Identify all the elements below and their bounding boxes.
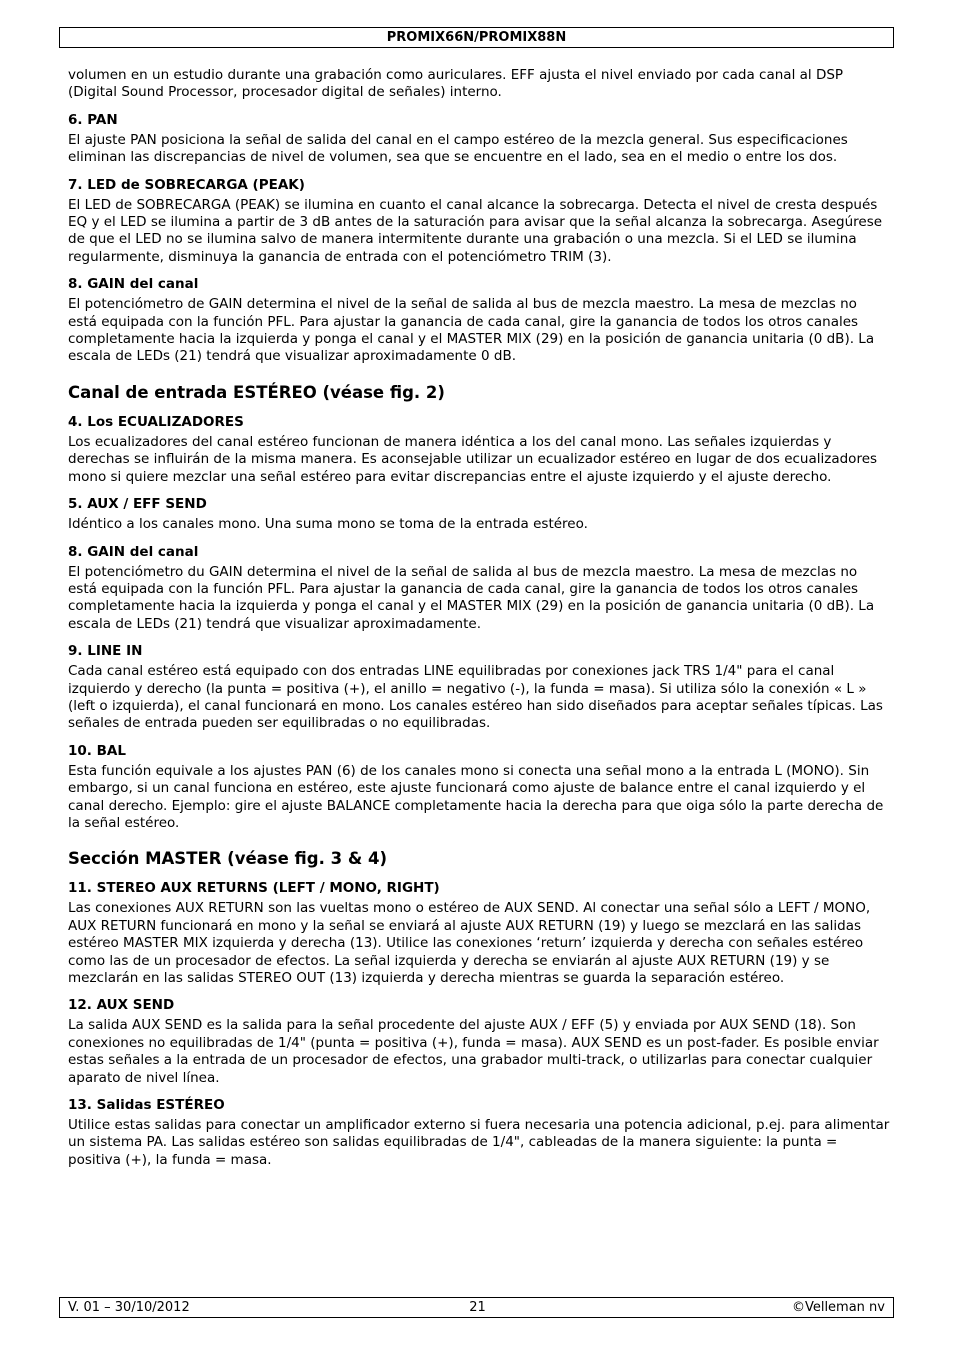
subsection-heading: 12. AUX SEND: [68, 997, 175, 1014]
subsection-heading: 8. GAIN del canal: [68, 543, 199, 560]
paragraph: Cada canal estéreo está equipado con dos entradas LINE equilibradas por conexiones jack TRS 1/4" para el canal izquierdo y derecho (la punta = positiva (+), el anillo = negativo (-), la funda = masa). Si utiliza sólo la conexión « L » (left o izquierda), el canal funcionará en mono. Los canales estéreo han sido diseñados para aceptar señales típicas. Las señales de entrada pueden ser equilibradas o no equilibradas.: [68, 663, 883, 732]
page-header: [59, 27, 894, 48]
section-heading: Canal de entrada ESTÉREO (véase fig. 2): [68, 382, 445, 402]
paragraph: Esta función equivale a los ajustes PAN (6) de los canales mono si conecta una señal mono a la entrada L (MONO). Sin embargo, si un canal funciona en estéreo, este ajuste funcionará como ajuste de balance entre el canal izquierdo y el canal derecho. Ejemplo: gire el ajuste BALANCE completamente hacia la derecha para que oiga sólo la parte derecha de la señal estéreo.: [68, 762, 884, 831]
paragraph: El potenciómetro du GAIN determina el nivel de la señal de salida al bus de mezcla maestro. La mesa de mezclas no está equipada con la función PFL. Para ajustar la ganancia de cada canal, gire la ganancia de todos los otros canales completamente hacia la izquierda y ponga el canal y el MASTER MIX (29) en la posición de ganancia unitaria (0 dB). La escala de LEDs (21) tendrá que visualizar aproximadamente.: [68, 563, 875, 632]
subsection-heading: 5. AUX / EFF SEND: [68, 496, 207, 513]
footer-copyright: ©Velleman nv: [791, 1300, 885, 1315]
document-body: [68, 67, 890, 1169]
subsection-heading: 7. LED de SOBRECARGA (PEAK): [68, 176, 305, 193]
subsection-heading: 4. Los ECUALIZADORES: [68, 413, 244, 430]
paragraph: volumen en un estudio durante una grabación como auriculares. EFF ajusta el nivel enviado por cada canal al DSP (Digital Sound Processor, procesador digital de señales) interno.: [68, 67, 844, 101]
subsection-heading: 10. BAL: [68, 742, 126, 759]
subsection-heading: 11. STEREO AUX RETURNS (LEFT / MONO, RIGHT): [68, 880, 440, 897]
footer-page-number: 21: [469, 1300, 486, 1315]
section-heading: Sección MASTER (véase fig. 3 & 4): [68, 849, 387, 869]
paragraph: Utilice estas salidas para conectar un amplificador externo si fuera necesaria una potencia adicional, p.ej. para alimentar un sistema PA. Las salidas estéreo son salidas equilibradas de 1/4", cableadas de la manera siguiente: la punta = positiva (+), la funda = masa.: [68, 1117, 890, 1168]
document-title: PROMIX66N/PROMIX88N: [386, 30, 567, 45]
subsection-heading: 13. Salidas ESTÉREO: [68, 1097, 225, 1114]
paragraph: La salida AUX SEND es la salida para la señal procedente del ajuste AUX / EFF (5) y enviada por AUX SEND (18). Son conexiones no equilibradas de 1/4" (punta = positiva (+), funda = masa). AUX SEND es un post-fader. Es posible enviar estas señales a la entrada de un procesador de efectos, una grabador multi-track, o utilizarlas para conectar cualquier aparato de nivel línea.: [68, 1017, 879, 1086]
paragraph: Los ecualizadores del canal estéreo funcionan de manera idéntica a los del canal mono. Las señales izquierdas y derechas se influirán de la misma manera. Es aconsejable utilizar un ecualizador estéreo en lugar de dos ecualizadores mono si quiere mezclar una señal estéreo para evitar discrepancias entre el ajuste izquierdo y el ajuste derecho.: [68, 433, 878, 485]
paragraph: Las conexiones AUX RETURN son las vueltas mono o estéreo de AUX SEND. Al conectar una señal sólo a LEFT / MONO, AUX RETURN funcionará en mono y la señal se enviará al ajuste AUX RETURN (19) y luego se mezclará en las salidas estéreo MASTER MIX izquierda y derecha (13). Utilice las conexiones ‘return’ izquierda y derecha con señales estéreo como las de un procesador de efectos. La señal izquierda y derecha se enviarán al ajuste AUX RETURN (19) y se mezclarán en las salidas STEREO OUT (13) izquierda y derecha mientras se guarda la separación estéreo.: [68, 900, 871, 986]
paragraph: El potenciómetro de GAIN determina el nivel de la señal de salida al bus de mezcla maestro. La mesa de mezclas no está equipada con la función PFL. Para ajustar la ganancia de cada canal, gire la ganancia de todos los otros canales completamente hacia la izquierda y ponga el canal y el MASTER MIX (29) en la posición de ganancia unitaria (0 dB). La escala de LEDs (21) tendrá que visualizar aproximadamente 0 dB.: [68, 296, 875, 365]
page-footer: [59, 1297, 894, 1318]
subsection-heading: 8. GAIN del canal: [68, 276, 199, 293]
paragraph: Idéntico a los canales mono. Una suma mono se toma de la entrada estéreo.: [68, 516, 588, 533]
subsection-heading: 6. PAN: [68, 111, 118, 128]
paragraph: El ajuste PAN posiciona la señal de salida del canal en el campo estéreo de la mezcla general. Sus especificaciones eliminan las discrepancias de nivel de volumen, sea que se encuentre en el lado, sea en el medio o entre los dos.: [68, 131, 848, 166]
paragraph: El LED de SOBRECARGA (PEAK) se ilumina en cuanto el canal alcance la sobrecarga. Detecta el nivel de cresta después EQ y el LED se ilumina a partir de 3 dB antes de la saturación para avisar que la señal alcanza la sobrecarga. Asegúrese de que el LED no se ilumina salvo de manera intermitente durante una grabación o una mezcla. Si el LED se ilumina regularmente, disminuya la ganancia de entrada con el potenciómetro TRIM (3).: [68, 196, 883, 265]
footer-version: V. 01 – 30/10/2012: [68, 1300, 190, 1315]
subsection-heading: 9. LINE IN: [68, 643, 143, 660]
